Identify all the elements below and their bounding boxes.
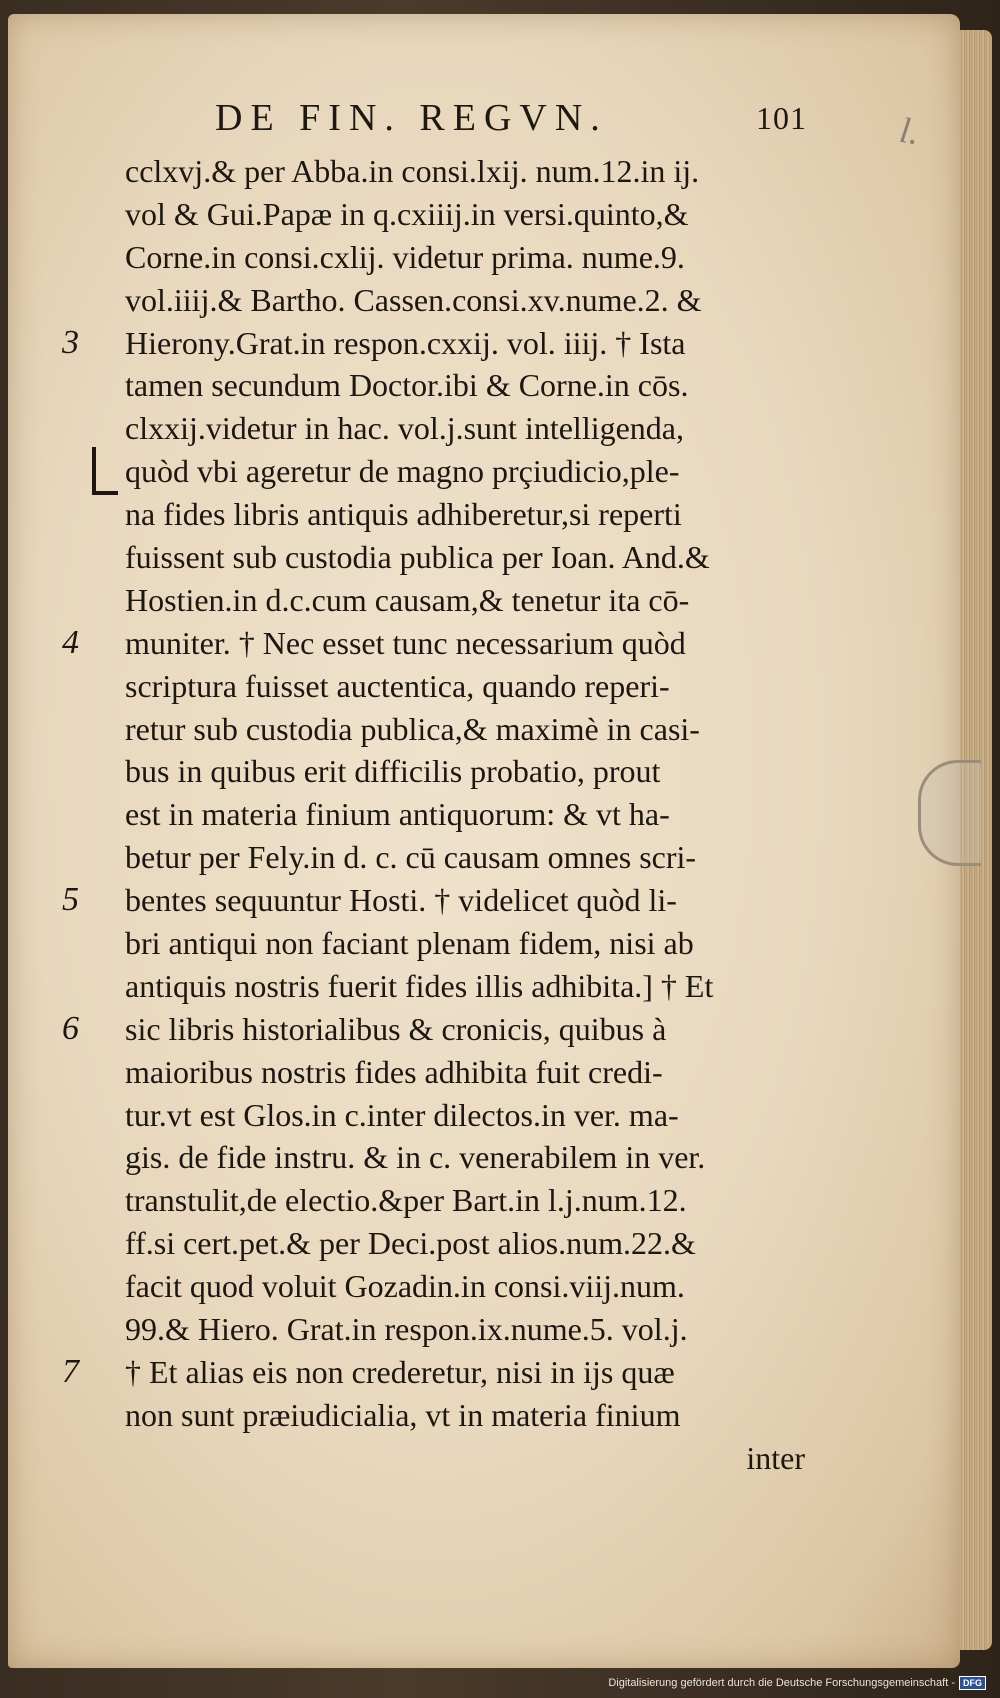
- text-line: cclxvj.& per Abba.in consi.lxij. num.12.in ij.: [125, 153, 700, 189]
- text-line: vol & Gui.Papæ in q.cxiiij.in versi.quinto,&: [125, 195, 689, 232]
- text-line: bentes sequuntur Hosti. † videlicet quòd li-: [125, 882, 677, 919]
- page-clip: [918, 760, 981, 866]
- text-line: 99.& Hiero. Grat.in respon.ix.nume.5. vol.j.: [125, 1311, 688, 1348]
- text-line: betur per Fely.in d. c. cū causam omnes scri-: [125, 839, 697, 876]
- text-line: vol.iiij.& Bartho. Cassen.consi.xv.nume.2. &: [125, 281, 702, 318]
- text-line: ff.si cert.pet.& per Deci.post alios.num.22.&: [125, 1225, 696, 1262]
- text-line: Corne.in consi.cxlij. videtur prima. nume.9.: [125, 238, 685, 275]
- text-line: muniter. † Nec esset tunc necessarium quòd: [125, 624, 686, 661]
- text-line: na fides libris antiquis adhiberetur,si reperti: [125, 496, 682, 533]
- margin-number: 7: [62, 1353, 79, 1391]
- running-title: DE FIN. REGVN.: [215, 97, 608, 139]
- text-line: est in materia finium antiquorum: & vt ha-: [125, 796, 670, 833]
- text-line: non sunt præiudicialia, vt in materia finium: [125, 1396, 681, 1433]
- text-line: scriptura fuisset auctentica, quando reperi-: [125, 667, 670, 704]
- text-line: clxxij.videtur in hac. vol.j.sunt intelligenda,: [125, 410, 684, 447]
- text-line: inter: [746, 1439, 805, 1476]
- text-line: bri antiqui non faciant plenam fidem, nisi ab: [125, 925, 694, 962]
- text-line: facit quod voluit Gozadin.in consi.viij.num.: [125, 1268, 685, 1305]
- text-line: Hierony.Grat.in respon.cxxij. vol. iiij. † Ista: [125, 324, 686, 361]
- margin-number: 4: [62, 623, 79, 661]
- text-line: quòd vbi ageretur de magno prçiudicio,ple-: [125, 453, 680, 490]
- text-line: retur sub custodia publica,& maximè in casi-: [125, 710, 700, 747]
- text-line: transtulit,de electio.&per Bart.in l.j.num.12.: [125, 1182, 687, 1219]
- margin-number: 6: [62, 1010, 79, 1047]
- text-line: fuissent sub custodia publica per Ioan. And.&: [125, 539, 710, 576]
- manuscript-bracket: [92, 447, 118, 495]
- text-line: † Et alias eis non crederetur, nisi in ijs quæ: [125, 1353, 675, 1390]
- text-line: tamen secundum Doctor.ibi & Corne.in cōs.: [125, 367, 689, 404]
- text-line: maioribus nostris fides adhibita fuit credi-: [125, 1053, 663, 1090]
- margin-number: 5: [62, 881, 79, 919]
- text-line: gis. de fide instru. & in c. venerabilem in ver.: [125, 1139, 706, 1176]
- text-line: tur.vt est Glos.in c.inter dilectos.in ver. ma-: [125, 1096, 679, 1133]
- handwritten-margin-note: l.: [897, 109, 922, 153]
- body-text: [125, 150, 805, 1480]
- credit-text: Digitalisierung gefördert durch die Deutsche Forschungsgemeinschaft -: [608, 1677, 955, 1689]
- page-number: 101: [756, 100, 807, 136]
- text-line: bus in quibus erit difficilis probatio, prout: [125, 753, 661, 790]
- text-line: antiquis nostris fuerit fides illis adhibita.] † Et: [125, 967, 714, 1004]
- text-line: Hostien.in d.c.cum causam,& tenetur ita cō-: [125, 581, 690, 618]
- text-line: sic libris historialibus & cronicis, quibus à: [125, 1010, 667, 1047]
- digitization-credit: [608, 1676, 986, 1690]
- dfg-logo-icon: DFG: [959, 1676, 986, 1690]
- margin-number: 3: [62, 323, 79, 361]
- running-header: [215, 96, 805, 146]
